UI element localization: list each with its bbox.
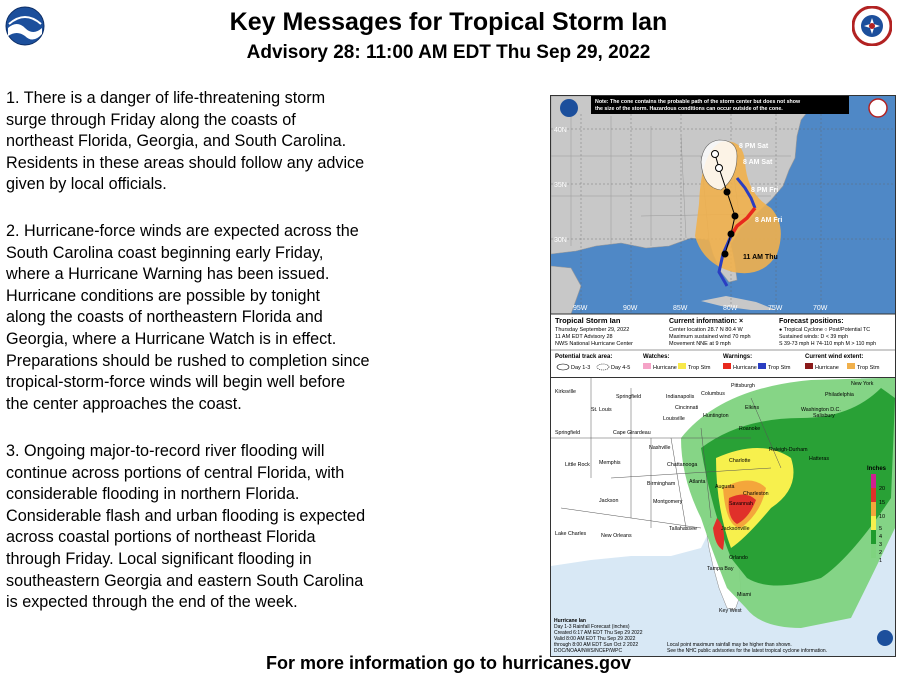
forecast-line: ● Tropical Cyclone ○ Post/Potential TC xyxy=(779,327,871,333)
wpc-small-icon xyxy=(877,630,893,646)
cone-map-graphic xyxy=(551,96,895,378)
legend-day45-label: Day 4-5 xyxy=(611,365,631,371)
message-line: through Friday. Local significant flooding in xyxy=(6,549,312,568)
city-label: Pittsburgh xyxy=(731,383,755,389)
city-label: Huntington xyxy=(703,413,729,419)
city-label: Little Rock xyxy=(565,462,590,468)
lat-label: 30N xyxy=(554,237,567,244)
scale-value: 2 xyxy=(879,550,883,556)
scale-swatch xyxy=(871,502,876,516)
legend-warnings-label: Warnings: xyxy=(723,354,753,360)
city-label: Roanoke xyxy=(739,426,761,432)
city-label: Kirksville xyxy=(555,389,576,395)
scale-swatch xyxy=(871,488,876,502)
lat-label: 35N xyxy=(554,182,567,189)
message-line: southeastern Georgia and eastern South Carolina xyxy=(6,571,364,590)
rain-map-graphic xyxy=(551,378,895,656)
forecast-positions-title: Forecast positions: xyxy=(779,318,844,325)
city-label: Washington D.C. xyxy=(801,407,841,413)
legend-day45-swatch xyxy=(597,364,609,370)
city-label: Jackson xyxy=(599,498,619,504)
city-label: Hatteras xyxy=(809,456,830,462)
scale-value: 4 xyxy=(879,534,883,540)
city-label: Philadelphia xyxy=(825,392,854,398)
message-line: 1. There is a danger of life-threatening storm xyxy=(6,89,326,107)
city-label: Salisbury xyxy=(813,413,835,419)
info-title: Tropical Storm Ian xyxy=(555,316,621,325)
rain-footer-line: through 8:00 AM EDT Sun Oct 2 2022 xyxy=(554,642,639,648)
rain-footer-line: DOC/NOAA/NWS/NCEP/WPC xyxy=(554,648,623,654)
city-label: Springfield xyxy=(616,394,642,400)
hurricane-wind-swatch xyxy=(805,363,813,369)
scale-value: 5 xyxy=(879,526,883,532)
current-info-title: Current information: × xyxy=(669,318,744,325)
rain-disclaimer-line: See the NHC public advisories for the latest tropical cyclone information. xyxy=(667,648,828,654)
current-info-line: Maximum sustained wind 70 mph xyxy=(669,334,751,340)
cone-note-line: the size of the storm. Hazardous conditions can occur outside of the cone. xyxy=(595,106,783,112)
legend-ts-warning: Trop Stm xyxy=(768,365,791,371)
key-message-2 xyxy=(6,221,446,415)
forecast-point xyxy=(724,189,731,196)
message-line: Preparations should be rushed to completion since xyxy=(6,351,370,370)
scale-value: 1 xyxy=(879,558,883,564)
info-line: 11 AM EDT Advisory 28 xyxy=(555,334,613,340)
position-label: 11 AM Thu xyxy=(743,254,778,261)
city-label: Montgomery xyxy=(653,499,683,505)
forecast-line: Sustained winds: D < 39 mph xyxy=(779,334,849,340)
scale-value: 10 xyxy=(879,514,886,520)
position-label: 8 PM Fri xyxy=(751,187,779,194)
forecast-point xyxy=(728,231,735,238)
noaa-small-icon xyxy=(560,99,578,117)
message-line: 3. Ongoing major-to-record river flooding will xyxy=(6,442,325,460)
info-line: NWS National Hurricane Center xyxy=(555,341,633,347)
legend-track-label: Potential track area: xyxy=(555,354,613,360)
city-label: Charleston xyxy=(743,491,769,497)
page-title: Key Messages for Tropical Storm Ian xyxy=(229,8,668,36)
city-label: Lake Charles xyxy=(555,531,587,537)
rain-footer-line: Hurricane Ian xyxy=(554,618,586,624)
city-label: New York xyxy=(851,381,874,387)
city-label: Augusta xyxy=(715,484,735,490)
city-label: Cape Girardeau xyxy=(613,430,651,436)
scale-value: 15 xyxy=(879,500,886,506)
info-line: Thursday September 29, 2022 xyxy=(555,327,630,333)
scale-title: Inches xyxy=(867,466,887,472)
current-info-line: Center location 28.7 N 80.4 W xyxy=(669,327,743,333)
message-line: considerable flooding in northern Florida. xyxy=(6,485,300,504)
legend-hurricane-warning: Hurricane xyxy=(733,365,757,371)
city-label: Tampa Bay xyxy=(707,566,734,572)
position-label: 8 AM Fri xyxy=(755,217,783,224)
scale-value: 3 xyxy=(879,542,883,548)
hurricane-warning-swatch xyxy=(723,363,731,369)
forecast-point xyxy=(722,251,729,258)
message-line: northeast Florida, Georgia, and South Carolina. xyxy=(6,132,347,151)
current-info-line: Movement NNE at 9 mph xyxy=(669,341,731,347)
city-label: Indianapolis xyxy=(666,394,695,400)
city-label: Cincinnati xyxy=(675,405,699,411)
footer-link-text: For more information go to hurricanes.gov xyxy=(265,653,632,673)
message-line: the center approaches the coast. xyxy=(6,394,242,413)
lon-label: 70W xyxy=(813,305,828,312)
forecast-point xyxy=(712,151,719,158)
scale-swatch xyxy=(871,474,876,488)
forecast-point xyxy=(732,213,739,220)
ts-wind-swatch xyxy=(847,363,855,369)
message-line: where a Hurricane Warning has been issued. xyxy=(6,265,330,284)
scale-value: 20 xyxy=(879,486,886,492)
city-label: Chattanooga xyxy=(667,462,698,468)
lon-label: 75W xyxy=(768,305,783,312)
key-message-3 xyxy=(6,441,446,614)
lon-label: 85W xyxy=(673,305,688,312)
scale-swatch xyxy=(871,530,876,544)
lon-label: 80W xyxy=(723,305,738,312)
city-label: Key West xyxy=(719,608,742,614)
legend-ts-watch: Trop Stm xyxy=(688,365,711,371)
rain-footer-line: Day 1-3 Rainfall Forecast (inches) xyxy=(554,624,630,630)
message-line: along the coasts of northeastern Florida and xyxy=(6,308,323,327)
key-message-1 xyxy=(6,88,446,196)
city-label: Orlando xyxy=(729,555,748,561)
city-label: Birmingham xyxy=(647,481,676,487)
legend-day13-label: Day 1-3 xyxy=(571,365,591,371)
city-label: St. Louis xyxy=(591,407,612,413)
rain-footer-line: Created 6:17 AM EDT Thu Sep 29 2022 xyxy=(554,630,643,636)
rain-footer-line: Valid 8:00 AM EDT Thu Sep 29 2022 xyxy=(554,636,636,642)
message-line: Residents in these areas should follow any advice xyxy=(6,153,365,172)
message-line: given by local officials. xyxy=(6,175,167,194)
city-label: Atlanta xyxy=(689,479,706,485)
legend-hurricane-watch: Hurricane xyxy=(653,365,677,371)
cone-note-line: Note: The cone contains the probable path of the storm center but does not show xyxy=(595,99,801,105)
city-label: Miami xyxy=(737,592,752,598)
hurricane-watch-swatch xyxy=(643,363,651,369)
message-line: Hurricane conditions are possible by tonight xyxy=(6,286,321,305)
legend-hurricane-wind: Hurricane xyxy=(815,365,839,371)
message-line: Georgia, where a Hurricane Watch is in effect. xyxy=(6,329,337,348)
city-label: Nashville xyxy=(649,445,671,451)
message-line: across coastal portions of northeast Florida xyxy=(6,528,316,547)
legend-day13-swatch xyxy=(557,364,569,370)
ts-watch-swatch xyxy=(678,363,686,369)
city-label: Louisville xyxy=(663,416,685,422)
scale-swatch xyxy=(871,544,876,558)
rainfall-forecast-map xyxy=(550,377,896,657)
city-label: Tallahassee xyxy=(669,526,697,532)
legend-ts-wind: Trop Stm xyxy=(857,365,880,371)
message-line: Considerable flash and urban flooding is expected xyxy=(6,506,366,525)
advisory-subtitle: Advisory 28: 11:00 AM EDT Thu Sep 29, 2022 xyxy=(246,42,651,63)
forecast-line: S 39-73 mph H 74-110 mph M > 110 mph xyxy=(779,341,877,347)
city-label: Raleigh-Durham xyxy=(769,447,808,453)
message-line: 2. Hurricane-force winds are expected across the xyxy=(6,222,359,240)
position-label: 8 AM Sat xyxy=(743,159,773,166)
city-label: Charlotte xyxy=(729,458,751,464)
forecast-point xyxy=(716,165,723,172)
city-label: Columbus xyxy=(701,391,725,397)
legend-watches-label: Watches: xyxy=(643,354,670,360)
message-line: surge through Friday along the coasts of xyxy=(6,110,296,129)
city-label: Springfield xyxy=(555,430,581,436)
ts-warning-swatch xyxy=(758,363,766,369)
lat-label: 40N xyxy=(554,127,567,134)
message-line: continue across portions of central Florida, with xyxy=(6,463,345,482)
city-label: New Orleans xyxy=(601,533,632,539)
rain-disclaimer-line: Local point maximum rainfall may be higher than shown. xyxy=(667,642,792,648)
lon-label: 90W xyxy=(623,305,638,312)
message-line: South Carolina coast beginning early Friday, xyxy=(6,243,324,262)
forecast-cone-map xyxy=(550,95,896,379)
legend-wind-label: Current wind extent: xyxy=(805,354,864,360)
position-label: 8 PM Sat xyxy=(739,143,769,150)
city-label: Elkins xyxy=(745,405,760,411)
scale-swatch xyxy=(871,516,876,530)
message-line: is expected through the end of the week. xyxy=(6,593,298,612)
nws-small-icon xyxy=(869,99,887,117)
lon-label: 95W xyxy=(573,305,588,312)
city-label: Jacksonville xyxy=(721,526,750,532)
city-label: Savannah xyxy=(729,501,753,507)
city-label: Memphis xyxy=(599,460,621,466)
message-line: tropical-storm-force winds will begin well before xyxy=(6,373,346,392)
